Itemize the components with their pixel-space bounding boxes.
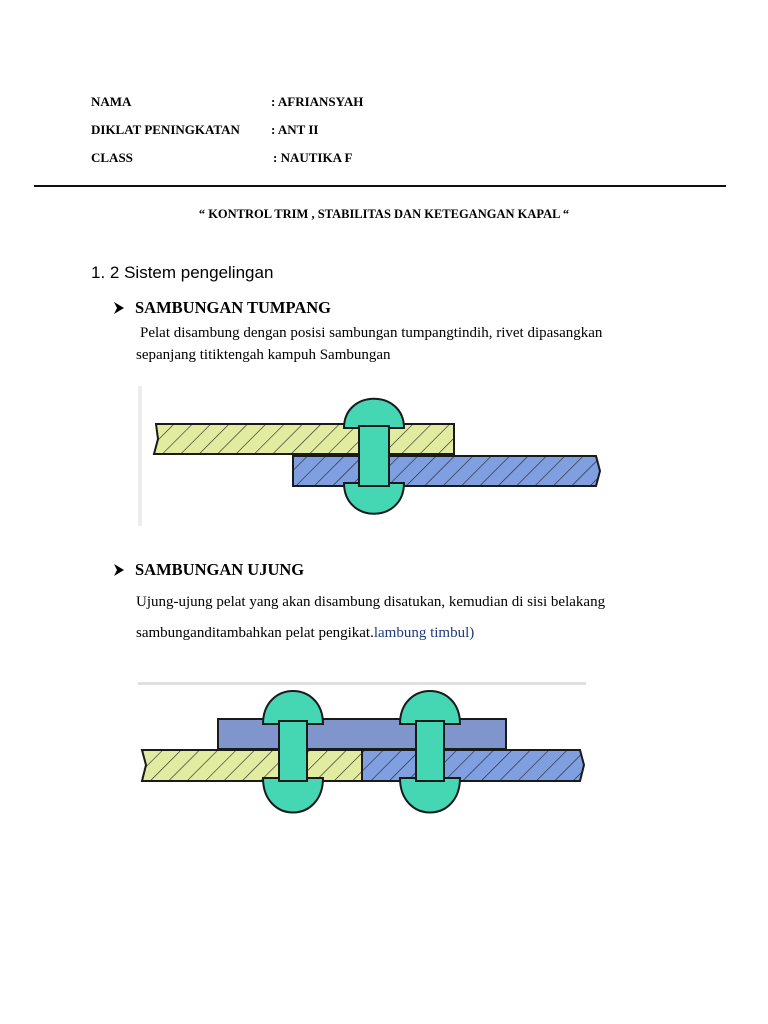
- rivet-head-bottom: [400, 778, 460, 813]
- rivet-shank: [279, 721, 307, 781]
- cover-plate: [218, 719, 506, 749]
- blue-plate: [293, 456, 600, 486]
- rivet-shank: [416, 721, 444, 781]
- paragraph-line: Ujung-ujung pelat yang akan disambung disatukan, kemudian di sisi belakang: [136, 594, 606, 610]
- header-divider: [34, 185, 726, 187]
- section-heading: 1. 2 Sistem pengelingan: [91, 263, 274, 282]
- rivet-head-bottom: [344, 483, 404, 514]
- paragraph-line: sepanjang titiktengah kampuh Sambungan: [136, 347, 391, 363]
- paragraph-line: Pelat disambung dengan posisi sambungan tumpangtindih, rivet dipasangkan: [140, 325, 603, 341]
- paragraph-line-2: [136, 622, 474, 644]
- header-value: : ANT II: [271, 122, 319, 137]
- blue-plate: [362, 750, 584, 781]
- butt-joint-diagram: [138, 664, 590, 820]
- rivet-head-top: [400, 691, 460, 724]
- paragraph-text: sambunganditambahkan pelat pengikat.: [136, 625, 374, 641]
- yellow-plate: [154, 424, 454, 454]
- bullet-heading-tumpang: [113, 298, 331, 318]
- rivet-head-top: [263, 691, 323, 724]
- bullet-heading-text: SAMBUNGAN TUMPANG: [135, 298, 332, 317]
- arrow-bullet-icon: [113, 563, 125, 577]
- arrow-bullet-icon: [113, 301, 125, 315]
- header-value: : NAUTIKA F: [273, 150, 353, 165]
- yellow-plate: [142, 750, 362, 781]
- bullet-heading-text: SAMBUNGAN UJUNG: [135, 560, 305, 579]
- lap-joint-diagram: [138, 386, 608, 526]
- rivet-shank: [359, 426, 389, 486]
- header-label: DIKLAT PENINGKATAN: [91, 122, 240, 137]
- document-title: “ KONTROL TRIM , STABILITAS DAN KETEGANGAN KAPAL “: [198, 207, 570, 221]
- header-value: : AFRIANSYAH: [271, 94, 364, 109]
- header-label: NAMA: [91, 94, 132, 109]
- rivet-head-bottom: [263, 778, 323, 813]
- bullet-heading-ujung: [113, 560, 304, 580]
- rivet-head-top: [344, 399, 404, 428]
- header-label: CLASS: [91, 150, 133, 165]
- paragraph-link-text: lambung timbul): [373, 625, 475, 641]
